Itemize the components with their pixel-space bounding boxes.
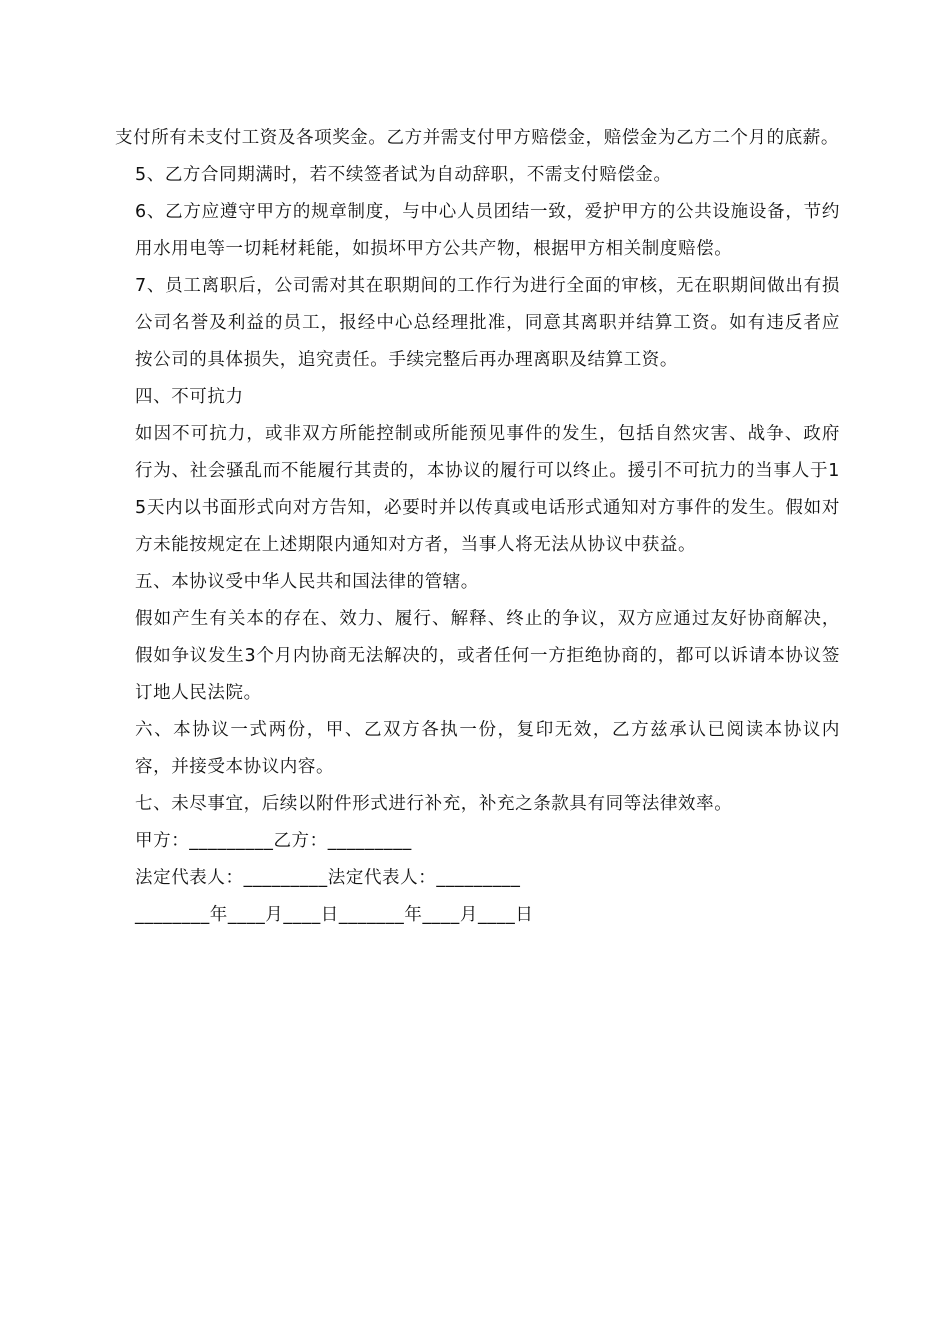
signature-representatives-line: 法定代表人：_________法定代表人：_________	[135, 868, 521, 888]
document-page	[115, 120, 840, 934]
signature-date-line: ________年____月____日_______年____月____日	[135, 905, 534, 925]
clause-5-contract-expiry: 5、乙方合同期满时，若不续签者试为自动辞职，不需支付赔偿金。	[135, 165, 672, 185]
clause-6-rules-compliance: 6、乙方应遵守甲方的规章制度，与中心人员团结一致，爱护甲方的公共设施设备，节约用水用电等一切耗材耗能，如损坏甲方公共产物，根据甲方相关制度赔偿。	[135, 202, 840, 259]
section-5-heading: 五、本协议受中华人民共和国法律的管辖。	[135, 572, 479, 592]
dispute-resolution-paragraph: 假如产生有关本的存在、效力、履行、解释、终止的争议，双方应通过友好协商解决，假如争议发生3个月内协商无法解决的，或者任何一方拒绝协商的，都可以诉请本协议签订地人民法院。	[135, 609, 840, 703]
force-majeure-paragraph: 如因不可抗力，或非双方所能控制或所能预见事件的发生，包括自然灾害、战争、政府行为、社会骚乱而不能履行其责的，本协议的履行可以终止。援引不可抗力的当事人于15天内以书面形式向对方告知，必要时并以传真或电话形式通知对方事件的发生。假如对方未能按规定在上述期限内通知对方者，当事人将无法从协议中获益。	[135, 424, 840, 555]
section-7-supplements: 七、未尽事宜，后续以附件形式进行补充，补充之条款具有同等法律效率。	[135, 794, 733, 814]
paragraph-salary-compensation: 支付所有未支付工资及各项奖金。乙方并需支付甲方赔偿金，赔偿金为乙方二个月的底薪。	[115, 128, 839, 148]
clause-7-resignation-review: 7、员工离职后，公司需对其在职期间的工作行为进行全面的审核，无在职期间做出有损公司名誉及利益的员工，报经中心总经理批准，同意其离职并结算工资。如有违反者应按公司的具体损失，追究责任。手续完整后再办理离职及结算工资。	[135, 276, 840, 370]
section-6-copies: 六、本协议一式两份，甲、乙双方各执一份，复印无效，乙方兹承认已阅读本协议内容，并接受本协议内容。	[135, 720, 840, 777]
section-4-heading: 四、不可抗力	[135, 387, 244, 407]
signature-parties-line: 甲方：_________乙方：_________	[135, 831, 412, 851]
